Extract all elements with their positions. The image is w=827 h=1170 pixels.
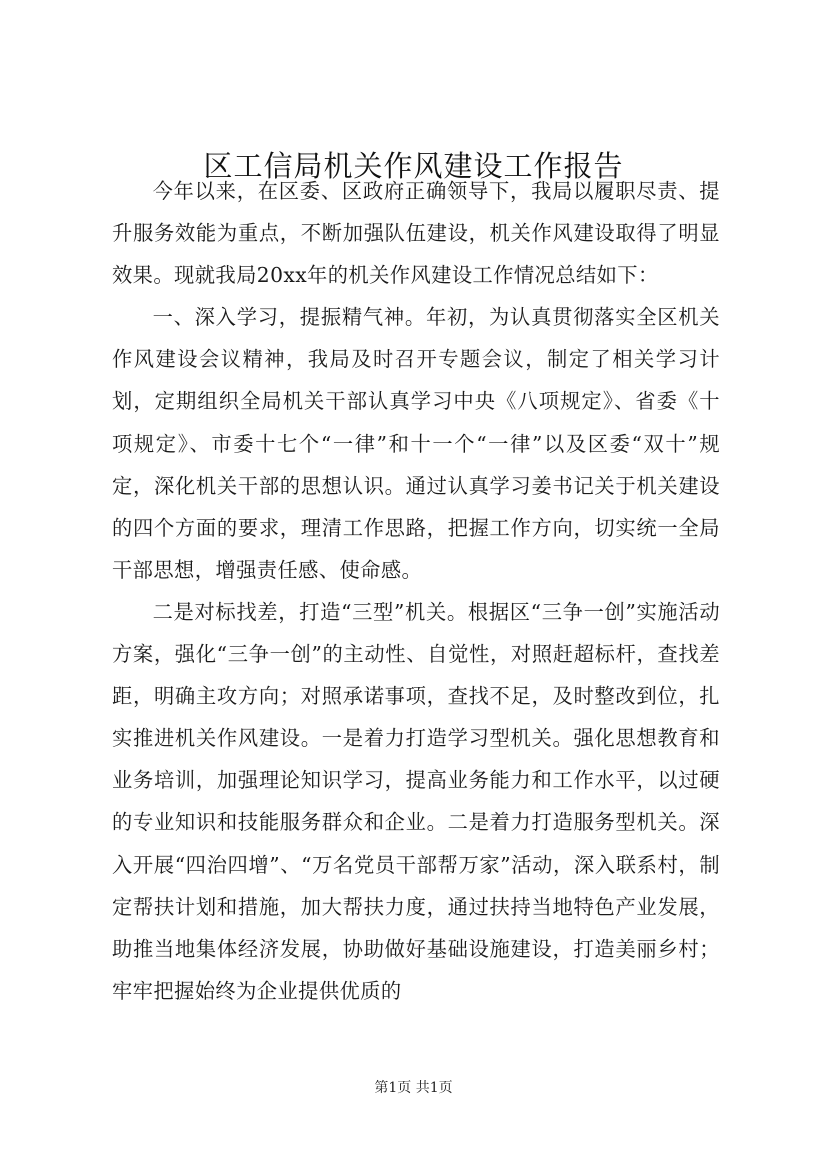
page-number-label: 第1页 共1页: [374, 1080, 453, 1096]
paragraph-section-one: 一、深入学习，提振精气神。年初，为认真贯彻落实全区机关作风建设会议精神，我局及时召开专题会议，制定了相关学习计划，定期组织全局机关干部认真学习中央《八项规定》、省委《十项规定》、市委十七个“一律”和十一个“一律”以及区委“双十”规定，深化机关干部的思想认识。通过认真学习姜书记关于机关建设的四个方面的要求，理清工作思路，把握工作方向，切实统一全局干部思想，增强责任感、使命感。: [112, 305, 720, 582]
document-title: 区工信局机关作风建设工作报告: [203, 149, 624, 183]
paragraph-section-two: 二是对标找差，打造“三型”机关。根据区“三争一创”实施活动方案，强化“三争一创”的主动性、自觉性，对照赶超标杆，查找差距，明确主攻方向；对照承诺事项，查找不足，及时整改到位，扎实推进机关作风建设。一是着力打造学习型机关。强化思想教育和业务培训，加强理论知识学习，提高业务能力和工作水平，以过硬的专业知识和技能服务群众和企业。二是着力打造服务型机关。深入开展“四治四增”、“万名党员干部帮万家”活动，深入联系村，制定帮扶计划和措施，加大帮扶力度，通过扶持当地特色产业发展，助推当地集体经济发展，协助做好基础设施建设，打造美丽乡村；牢牢把握始终为企业提供优质的: [112, 599, 720, 1003]
document-body: [112, 170, 720, 1030]
page-footer: [0, 1078, 827, 1098]
paragraph-intro: 今年以来，在区委、区政府正确领导下，我局以履职尽责、提升服务效能为重点，不断加强队伍建设，机关作风建设取得了明显效果。现就我局20xx年的机关作风建设工作情况总结如下：: [112, 179, 720, 288]
